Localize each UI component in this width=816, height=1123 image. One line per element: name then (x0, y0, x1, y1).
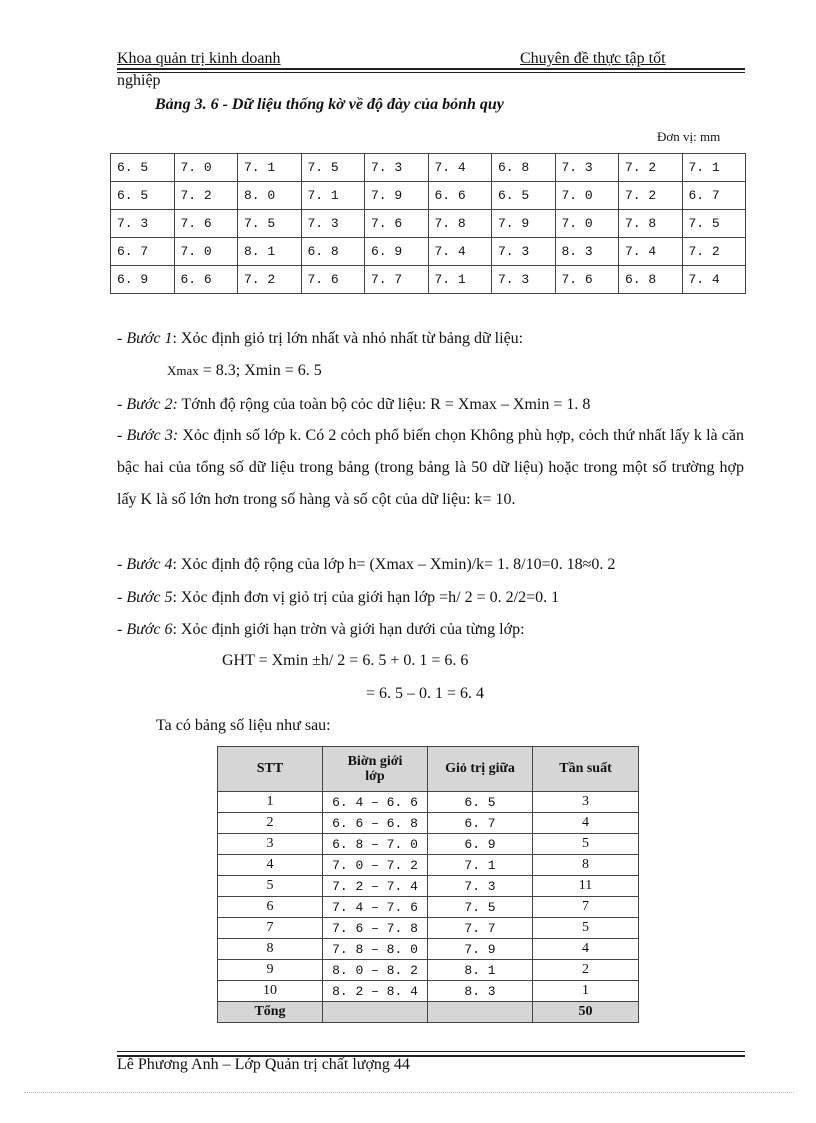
data-cell: 7. 5 (682, 210, 746, 238)
step-2: - Bước 2: Tớnh độ rộng của toàn bộ cỏc dữ liệu: R = Xmax – Xmin = 1. 8 (117, 396, 591, 413)
table-row (218, 939, 639, 960)
data-cell: 6. 8 (492, 154, 556, 182)
step-1-text: : Xỏc định giỏ trị lớn nhất và nhỏ nhất từ bảng dữ liệu: (172, 330, 524, 347)
stt-cell: 7 (218, 918, 323, 939)
data-cell: 7. 1 (238, 154, 302, 182)
data-cell: 7. 5 (238, 210, 302, 238)
data-row (111, 154, 746, 182)
table-row (218, 792, 639, 813)
data-cell: 7. 3 (111, 210, 175, 238)
footer-author: Lê Phương Anh – Lớp Quản trị chất lượng 44 (117, 1056, 410, 1073)
data-cell: 7. 2 (619, 154, 683, 182)
footer-rule-thin (117, 1051, 745, 1052)
header-rule (117, 68, 745, 70)
header-stt: STT (218, 747, 323, 792)
page-edge-dots (24, 1092, 794, 1093)
step-2-text: Tớnh độ rộng của toàn bộ cỏc dữ liệu: R = Xmax – Xmin = 1. 8 (177, 396, 591, 413)
table-row (218, 876, 639, 897)
table-row (218, 960, 639, 981)
step-5-text: : Xỏc định đơn vị giỏ trị của giới hạn lớp =h/ 2 = 0. 2/2=0. 1 (172, 589, 560, 606)
total-label: Tổng (218, 1002, 323, 1023)
class-bound-cell: 6. 6 – 6. 8 (323, 813, 428, 834)
data-row (111, 210, 746, 238)
step-4-text: : Xỏc định độ rộng của lớp h= (Xmax – Xmin)/k= 1. 8/10=0. 18≈0. 2 (172, 556, 616, 573)
stt-cell: 2 (218, 813, 323, 834)
lower-limit-formula: = 6. 5 – 0. 1 = 6. 4 (366, 685, 485, 702)
frequency-cell: 2 (533, 960, 639, 981)
table-row (218, 855, 639, 876)
data-cell: 6. 7 (682, 182, 746, 210)
frequency-cell: 8 (533, 855, 639, 876)
table-row (218, 918, 639, 939)
header-rule-thin (117, 72, 745, 73)
frequency-cell: 11 (533, 876, 639, 897)
class-bound-cell: 7. 8 – 8. 0 (323, 939, 428, 960)
frequency-cell: 4 (533, 813, 639, 834)
data-cell: 7. 4 (682, 266, 746, 294)
step-3-label: Bước 3: (126, 427, 179, 444)
stt-cell: 8 (218, 939, 323, 960)
total-empty-cell (323, 1002, 428, 1023)
data-cell: 7. 5 (301, 154, 365, 182)
total-value: 50 (533, 1002, 639, 1023)
data-cell: 7. 9 (492, 210, 556, 238)
table2-intro: Ta có bảng số liệu như sau: (156, 717, 331, 734)
header-class-bound (323, 747, 428, 792)
data-cell: 7. 4 (428, 238, 492, 266)
data-cell: 6. 5 (111, 182, 175, 210)
data-cell: 8. 3 (555, 238, 619, 266)
data-cell: 6. 9 (111, 266, 175, 294)
data-cell: 7. 2 (238, 266, 302, 294)
header-frequency: Tần suất (533, 747, 639, 792)
data-cell: 7. 6 (555, 266, 619, 294)
frequency-cell: 5 (533, 918, 639, 939)
table-row (218, 981, 639, 1002)
class-bound-cell: 6. 4 – 6. 6 (323, 792, 428, 813)
step-4-label: Bước 4 (126, 556, 173, 573)
midpoint-cell: 6. 7 (428, 813, 533, 834)
data-cell: 7. 3 (555, 154, 619, 182)
data-cell: 7. 3 (492, 266, 556, 294)
total-row (218, 1002, 639, 1023)
midpoint-cell: 6. 9 (428, 834, 533, 855)
data-cell: 7. 4 (428, 154, 492, 182)
class-bound-cell: 6. 8 – 7. 0 (323, 834, 428, 855)
xmax-label: Xmax (167, 363, 199, 378)
step-6: - Bước 6: Xỏc định giới hạn trờn và giới hạn dưới của từng lớp: (117, 621, 525, 638)
data-cell: 6. 8 (619, 266, 683, 294)
frequency-cell: 1 (533, 981, 639, 1002)
data-row (111, 182, 746, 210)
data-cell: 8. 0 (238, 182, 302, 210)
stt-cell: 4 (218, 855, 323, 876)
data-cell: 7. 8 (619, 210, 683, 238)
data-cell: 7. 3 (365, 154, 429, 182)
step-5: - Bước 5: Xỏc định đơn vị giỏ trị của giới hạn lớp =h/ 2 = 0. 2/2=0. 1 (117, 589, 560, 606)
step-3-text: Xỏc định số lớp k. Có 2 cỏch phổ biến chọn Không phù hợp, cỏch thứ nhất lấy k là căn bậc hai của tổng số dữ liệu trong bảng (trong bảng là 50 dữ liệu) hoặc trong một số trường hợp lấy K là số lớn hơn trong số hàng và số cột của dữ liệu: k= 10. (117, 427, 745, 508)
stt-cell: 3 (218, 834, 323, 855)
data-cell: 7. 2 (174, 182, 238, 210)
header-class-bound-line1: Biờn giới (347, 754, 403, 769)
midpoint-cell: 6. 5 (428, 792, 533, 813)
data-cell: 7. 6 (365, 210, 429, 238)
stt-cell: 1 (218, 792, 323, 813)
header-class-bound-line2: lớp (365, 769, 385, 784)
data-cell: 7. 1 (682, 154, 746, 182)
data-cell: 7. 4 (619, 238, 683, 266)
data-cell: 8. 1 (238, 238, 302, 266)
data-cell: 7. 3 (301, 210, 365, 238)
step-1-values-text: = 8.3; Xmin = 6. 5 (198, 362, 322, 379)
header-midpoint: Giỏ trị giữa (428, 747, 533, 792)
class-bound-cell: 7. 6 – 7. 8 (323, 918, 428, 939)
midpoint-cell: 7. 5 (428, 897, 533, 918)
data-cell: 7. 2 (619, 182, 683, 210)
stt-cell: 9 (218, 960, 323, 981)
data-cell: 7. 0 (174, 238, 238, 266)
data-cell: 6. 8 (301, 238, 365, 266)
data-row (111, 266, 746, 294)
data-cell: 7. 0 (555, 210, 619, 238)
step-1-values (167, 362, 322, 380)
step-1: - Bước 1: Xỏc định giỏ trị lớn nhất và nhỏ nhất từ bảng dữ liệu: (117, 330, 524, 347)
class-bound-cell: 7. 2 – 7. 4 (323, 876, 428, 897)
stt-cell: 6 (218, 897, 323, 918)
step-4: - Bước 4: Xỏc định độ rộng của lớp h= (Xmax – Xmin)/k= 1. 8/10=0. 18≈0. 2 (117, 556, 616, 573)
step-3: - Bước 3: Xỏc định số lớp k. Có 2 cỏch phổ biến chọn Không phù hợp, cỏch thứ nhất lấy k là căn bậc hai của tổng số dữ liệu trong bảng (trong bảng là 50 dữ liệu) hoặc trong một số trường hợp lấy K là số lớn hơn trong số hàng và số cột của dữ liệu: k= 10. (117, 427, 745, 508)
data-cell: 7. 7 (365, 266, 429, 294)
midpoint-cell: 7. 7 (428, 918, 533, 939)
data-cell: 7. 0 (174, 154, 238, 182)
data-cell: 7. 1 (428, 266, 492, 294)
data-cell: 7. 0 (555, 182, 619, 210)
data-cell: 6. 6 (428, 182, 492, 210)
data-cell: 7. 3 (492, 238, 556, 266)
step-1-label: Bước 1 (126, 330, 173, 347)
midpoint-cell: 8. 3 (428, 981, 533, 1002)
header-faculty: Khoa quản trị kinh doanh (117, 50, 281, 67)
frequency-table (217, 746, 639, 1023)
table-row (218, 813, 639, 834)
header-report-title-wrap: nghiệp (117, 72, 161, 89)
data-cell: 6. 9 (365, 238, 429, 266)
data-cell: 7. 1 (301, 182, 365, 210)
thickness-data-table (110, 153, 746, 294)
midpoint-cell: 8. 1 (428, 960, 533, 981)
frequency-cell: 4 (533, 939, 639, 960)
class-bound-cell: 8. 2 – 8. 4 (323, 981, 428, 1002)
data-cell: 6. 5 (492, 182, 556, 210)
data-cell: 7. 6 (174, 210, 238, 238)
upper-limit-formula: GHT = Xmin ±h/ 2 = 6. 5 + 0. 1 = 6. 6 (222, 652, 469, 669)
midpoint-cell: 7. 9 (428, 939, 533, 960)
total-empty-cell (428, 1002, 533, 1023)
stt-cell: 10 (218, 981, 323, 1002)
table-row (218, 834, 639, 855)
frequency-cell: 3 (533, 792, 639, 813)
data-row (111, 238, 746, 266)
data-cell: 6. 5 (111, 154, 175, 182)
table1-unit: Đơn vị: mm (657, 129, 721, 144)
data-cell: 7. 6 (301, 266, 365, 294)
stt-cell: 5 (218, 876, 323, 897)
class-bound-cell: 8. 0 – 8. 2 (323, 960, 428, 981)
data-cell: 7. 8 (428, 210, 492, 238)
class-bound-cell: 7. 4 – 7. 6 (323, 897, 428, 918)
midpoint-cell: 7. 1 (428, 855, 533, 876)
table-row (218, 897, 639, 918)
header-report-title: Chuyên đề thực tập tốt (520, 50, 666, 67)
midpoint-cell: 7. 3 (428, 876, 533, 897)
table1-title: Bảng 3. 6 - Dữ liệu thống kờ về độ đày của bỏnh quy (155, 96, 504, 113)
step-5-label: Bước 5 (126, 589, 173, 606)
data-cell: 6. 7 (111, 238, 175, 266)
step-6-label: Bước 6 (126, 621, 173, 638)
frequency-cell: 5 (533, 834, 639, 855)
class-bound-cell: 7. 0 – 7. 2 (323, 855, 428, 876)
frequency-cell: 7 (533, 897, 639, 918)
step-2-label: Bước 2: (126, 396, 178, 413)
step-6-text: : Xỏc định giới hạn trờn và giới hạn dưới của từng lớp: (172, 621, 525, 638)
data-cell: 6. 6 (174, 266, 238, 294)
data-cell: 7. 2 (682, 238, 746, 266)
data-cell: 7. 9 (365, 182, 429, 210)
